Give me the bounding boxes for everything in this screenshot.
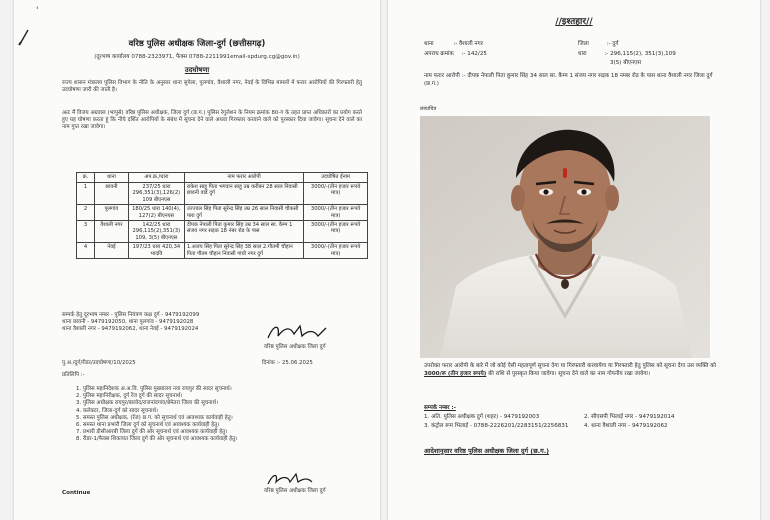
contact-numbers [424,404,724,431]
list-item: 7. प्रभारी डीसीआरबी जिला दुर्ग की ओर सूचनार्थ एवं आवश्यक कार्यवाही हेतु। [76,429,228,436]
cell-serial: 4 [77,243,95,259]
table-row [77,221,368,243]
cell-serial: 2 [77,205,95,221]
cell-case: 237/25 धारा 296,351(3),126(2) 109 बीएनएस [128,183,184,205]
wanted-notice-page [388,0,760,520]
issuing-authority: आदेशानुसार वरिष्ठ पुलिस अधीक्षक जिला दुर्ग (छ.ग.) [424,447,550,455]
case-row [424,50,487,58]
column-header: अप.क्र./धारा [128,173,184,183]
list-item: 5. समस्त पुलिस अधीक्षक, (रेंज) छ.ग. को सूचनार्थ एवं आवश्यक कार्यवाही हेतु। [76,414,233,421]
dhara-label: धारा [578,51,587,57]
thana-row [424,40,483,48]
dhara-row [578,50,676,58]
signature-block-2 [264,470,354,495]
column-header: नाम फरार आरोपी [184,173,303,183]
thana-value: :- वैशाली नगर [453,41,483,47]
signature-icon [264,470,324,488]
cell-case: 142/25 धारा 296,115(2),351(3) 109, 3(5) बीएनएस [128,221,184,243]
table-row [77,205,368,221]
list-item: 6. समस्त थाना प्रभारी जिला दुर्ग को सूचनार्थ एवं आवश्यक कार्यवाही हेतु। [76,422,220,429]
contact-line: सम्पर्क हेतु दूरभाष नम्बर - पुलिस नियंत्रण कक्ष दुर्ग - 9479192099 [62,312,200,318]
cell-thana: पुलगांव [94,205,128,221]
signature-icon [264,320,334,344]
order-date: दिनांक :- 25.06.2025 [262,360,313,366]
reward-text-start: उपरोक्त फरार आरोपी के बारे में जो कोई ऐसी महत्वपूर्ण सूचना देगा या गिरफ्तारी करवायेगा या गिरफ्तारी हेतु पुलिस को सूचना देगा उस व्यक्ति को [424,363,716,369]
case-value: :- 142/25 [461,51,487,57]
order-number: पु.अ./दुर्ग/रीडर/उदघोषणा/10/2025 [62,360,136,366]
case-label: अपराध क्रमांक [424,51,454,57]
accused-photo [420,116,710,358]
zila-row [578,40,618,48]
reward-paragraph [424,362,716,378]
dhara-value: :- 296,115(2), 351(3),109 [604,51,676,57]
cell-case: 197/23 धारा 420,34 भादवि [128,243,184,259]
reward-amount: 3000/रू (तीन हजार रूपये) [424,371,487,377]
cell-reward: 3000/-(तीन हजार रूपये मात्र) [304,243,368,259]
contacts-title: सम्पर्क नम्बर :- [424,405,456,411]
zila-value: :- दुर्ग [606,41,619,47]
contact-numbers [62,312,262,334]
contact-line: 3. कंट्रोल रूम भिलाई - 0788-2226201/2283151/2256831 [424,423,569,429]
column-header: क्र. [77,173,95,183]
cell-names: उज्ज्वल सिंह पिता सुरेन्द्र सिंह उम्र 26 साल निवासी चौकसी पारा दुर्ग [184,205,303,221]
continue-label: Continue [62,490,91,496]
cell-reward: 3000/-(तीन हजार रूपये मात्र) [304,205,368,221]
list-item: 1. पुलिस महानिदेशक अ.अ.वि. पुलिस मुख्यालय नवा रायपुर की सादर सूचनार्थ। [76,386,232,392]
dhara-value-line2: 3(5) बीएनएस [610,60,641,66]
thana-label: थाना [424,41,434,47]
list-item: 4. कलेक्टर, जिला-दुर्ग को सादर सूचनार्थ। [76,407,158,414]
column-header: उदघोषित ईनाम [304,173,368,183]
cell-names: राकेश साहू पिता भगवान साहू उम्र करीबन 28 साल निवासी छावनी वार्ड दुर्ग [184,183,303,205]
corner-mark: ' [36,6,39,16]
photo-label: छायाचित्र [420,106,437,112]
signature-block [264,320,354,351]
notice-title: //इश्तहार// [555,17,593,27]
cell-thana: वैशाली नगर [94,221,128,243]
cell-names: दीपक नेपाली पिता कुमार सिंह उम्र 34 साल सा. कैम्प 1 संजय नगर सड़क 18 नंबर रोड के पास [184,221,303,243]
contact-line: 1. अति. पुलिस अधीक्षक दुर्ग (शहर) - 9479192003 [424,414,540,420]
table-row [77,243,368,259]
cell-case: 180/25 धारा 140(4), 127(2) बीएनएस [128,205,184,221]
person-photo-icon [420,116,710,358]
column-header: थाना [94,173,128,183]
cell-reward: 3000/-(तीन हजार रूपये मात्र) [304,183,368,205]
office-title: वरिष्ठ पुलिस अधीक्षक जिला-दुर्ग (छत्तीसगढ़) [128,38,266,48]
accused-row [424,72,724,88]
contact-line: 4. थाना वैशाली नगर - 9479192062 [584,423,668,429]
contact-line: थाना वैशाली नगर - 9479192062, थाना नेवई - 9479192024 [62,326,199,333]
list-item: 2. पुलिस महानिरीक्षक, दुर्ग रेंज दुर्ग की सादर सूचनार्थ। [76,393,183,400]
intro-paragraph: राज्य शासन मंत्रालय पुलिस विभाग के नीति के अनुसार थाना सुपेला, पुलगांव, वैशाली नगर, नेवई के विभिन्न मामलों में फरार आरोपियों की गिरफ्तारी हेतु उदघोषणा जारी की जाती है। [62,80,362,94]
copy-label: प्रतिलिपि :- [62,372,85,378]
accused-value: :- दीपक नेपाली पिता कुमार सिंह 34 साल सा. कैम्प 1 संजय नगर सड़क 18 नम्बर रोड के पास थाना वैशाली नगर जिला दुर्ग (छ.ग.) [424,73,713,87]
proclamation-heading: उदघोषणा [184,66,210,74]
signature-caption: वरिष्ठ पुलिस अधीक्षक जिला दुर्ग [264,344,326,350]
cell-serial: 1 [77,183,95,205]
table-row [77,183,368,205]
zila-label: जिला [578,41,589,47]
cell-serial: 3 [77,221,95,243]
list-item: 3. पुलिस अधीक्षक रायपुर/बालोद/राजनांदगांव/बेमेतरा जिला की सूचनार्थ। [76,400,219,407]
order-paragraph: अतः मैं विजय अग्रवाल (भापुसे) वरिष्ठ पुलिस अधीक्षक, जिला दुर्ग (छ.ग.) पुलिस रेगुलेशन के नियम क्रमांक 80-ग के तहत प्राप्त अधिकारों का प्रयोग करते हुए यह घोषणा करता हूं कि नीचे दर्शित आरोपियों के संबंध में सूचना देने वाले अथवा गिरफ्तार करवाने वाले को पुरस्कार दिया जावेगा। सूचना देने वाले का नाम गुप्त रखा जावेगा। [62,110,362,131]
copy-list [76,386,366,444]
accused-label: नाम फरार आरोपी [424,73,460,79]
cell-names: 1.अजय सिंह पिता सुरेन्द्र सिंह 38 साल 2.गौतमी चौहान पिता गौतम चौहान निवासी गांधी नगर दुर्ग [184,243,303,259]
absconder-table [76,172,368,259]
office-contact: (दूरभाष कार्यालय 0788-2323971, फैक्स 0788-2211991email-spdurg.cg@gov.in) [94,54,300,60]
cell-thana: छावनी [94,183,128,205]
cell-thana: नेवई [94,243,128,259]
contact-line: 2. सीएसपी भिलाई नगर - 9479192014 [584,414,675,420]
order-number-row [62,360,362,367]
reward-text-end: की राशि से पुरस्कृत किया जावेगा। सूचना देने वाले का नाम गोपनीय रखा जावेगा। [488,371,650,377]
table-header-row [77,173,368,183]
list-item: 8. रीडर-1/फैक्स शिकायत जिला दुर्ग की ओर सूचनार्थ एवं आवश्यक कार्यवाही हेतु। [76,436,238,443]
cell-reward: 3000/-(तीन हजार रूपये मात्र) [304,221,368,243]
contact-line: थाना छावनी - 9479192050, थाना पुलगांव - 9479192028 [62,319,194,326]
proclamation-page [14,0,380,520]
signature-caption: वरिष्ठ पुलिस अधीक्षक जिला दुर्ग [264,488,326,494]
